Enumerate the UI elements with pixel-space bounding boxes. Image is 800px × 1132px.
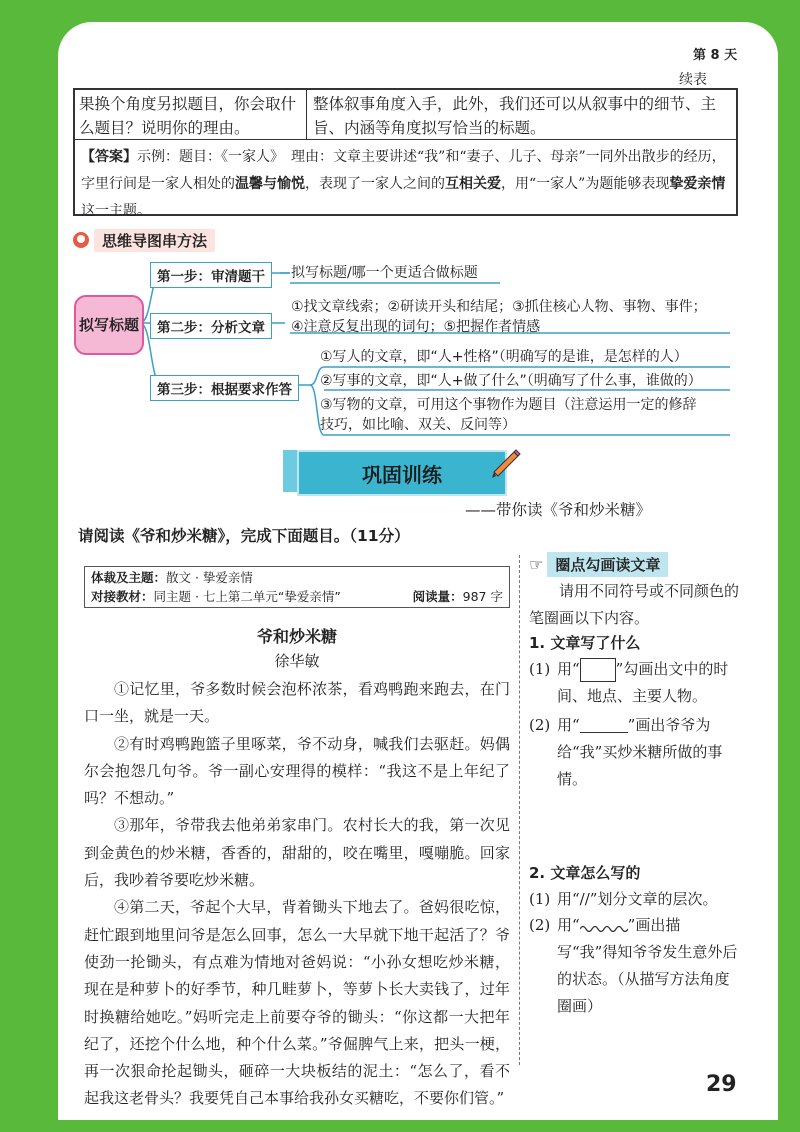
banner-decoration (283, 450, 297, 492)
column-divider (519, 555, 520, 1065)
q1-title: 1. 文章写了什么 (529, 634, 641, 652)
reading-subtitle: ——带你读《爷和炒米糖》 (465, 501, 652, 519)
q1-item-2-num: (2) (529, 716, 551, 734)
word-count-label: 阅读量： (412, 589, 463, 604)
paragraph-1: ①记忆里，爷多数时候会泡杯浓茶，看鸡鸭跑来跑去，在门口一坐，就是一天。 (84, 680, 510, 726)
q1-item-2 (529, 712, 739, 793)
answer-text-4: 这一主题。 (81, 203, 151, 219)
answer-tag: 【答案】 (81, 149, 137, 165)
textbook-value: 同主题 · 七上第二单元“挚爱亲情” (153, 589, 341, 604)
paragraph-2: ②有时鸡鸭跑篮子里啄菜，爷不动身，喊我们去驱赶。妈偶尔会抱怨几句爷。爷一副心安理得的模样：“我这不是上年纪了吗？不想动。” (84, 734, 510, 808)
info-box (84, 566, 510, 608)
article-body (84, 676, 510, 1113)
day-label: 第 8 天 (693, 48, 738, 63)
article-title: 爷和炒米糖 (256, 627, 337, 646)
tip-cell: 整体叙事角度入手，此外，我们还可以从叙事中的细节、主旨、内涵等角度拟写恰当的标题。 (307, 90, 736, 140)
answer-keyword-1: 温馨与愉悦 (235, 176, 305, 192)
genre-row (91, 568, 503, 587)
pointing-hand-icon: ☞ (529, 555, 544, 574)
word-count-value: 987 字 (462, 589, 503, 604)
mindmap-header (73, 229, 215, 251)
page-number: 29 (706, 1072, 737, 1097)
q2-item-1-num: (1) (529, 890, 551, 908)
mindmap-center: 拟写标题 (74, 295, 144, 355)
question-cell: 果换个角度另拟题目，你会取什么题目？说明你的理由。 (75, 90, 307, 140)
answer-keyword-3: 挚爱亲情 (669, 176, 726, 192)
reading-prompt: 请阅读《爷和炒米糖》，完成下面题目。（11分） (78, 527, 410, 545)
step-3-line-1: ①写人的文章，即“人+性格”（明确写的是谁，是怎样的人） (320, 349, 688, 365)
sidebar-title: 圈点勾画读文章 (547, 552, 668, 577)
step-2-line-2: ④注意反复出现的词句；⑤把握作者情感 (291, 319, 541, 335)
sidebar-intro: 请用不同符号或不同颜色的笔圈画以下内容。 (529, 582, 740, 627)
answer-text-1: 示例：题目：《一家人》 理由：文章主要讲述“我”和“妻子、儿子、母亲”一同外出散步的经历，字里行间是一家人相处的 (81, 149, 726, 192)
wavy-line-symbol (580, 920, 628, 932)
article-author: 徐华敏 (274, 652, 320, 670)
q2-item-2-pre: 用“ (557, 916, 580, 934)
box-symbol (580, 658, 616, 682)
q1-item-1 (529, 656, 739, 710)
q2-item-1 (529, 886, 739, 913)
step-1-text: 拟写标题/哪一个更适合做标题 (291, 265, 478, 281)
step-2-line-1: ①找文章线索；②研读开头和结尾；③抓住核心人物、事物、事件； (291, 299, 707, 315)
underline-symbol (580, 720, 628, 733)
q2-item-1-text: 用“//”划分文章的层次。 (557, 890, 718, 908)
question-table (73, 88, 738, 219)
q1-item-2-pre: 用“ (557, 716, 580, 734)
step-2-label: 第二步：分析文章 (150, 313, 272, 339)
q2-item-2 (529, 912, 739, 1020)
answer-block (75, 140, 736, 229)
q2-item-2-post: ”画出描写“我”得知爷爷发生意外后的状态。（从描写方法角度圈画） (557, 916, 738, 1015)
textbook-label: 对接教材： (91, 589, 154, 604)
q1-item-1-num: (1) (529, 660, 551, 678)
pencil-icon (488, 446, 522, 480)
step-3-label: 第三步：根据要求作答 (150, 375, 299, 401)
paragraph-3: ③那年，爷带我去他弟弟家串门。农村长大的我，第一次见到金黄色的炒米糖，香香的，甜甜的，咬在嘴里，嘎嘣脆。回家后，我吵着爷要吃炒米糖。 (84, 816, 510, 890)
answer-text-3: ，用“一家人”为题能够表现 (501, 176, 670, 192)
step-3-line-3: ③写物的文章，可用这个事物作为题目（注意运用一定的修辞 (320, 397, 697, 413)
practice-banner: 巩固训练 (297, 450, 507, 496)
q2-title: 2. 文章怎么写的 (529, 864, 641, 882)
continued-label: 续表 (679, 72, 707, 88)
step-3-line-2: ②写事的文章，即“人+做了什么”（明确写了什么事，谁做的） (320, 373, 702, 389)
answer-keyword-2: 互相关爱 (445, 176, 501, 192)
textbook-row (91, 587, 503, 606)
answer-text-2: ，表现了一家人之间的 (305, 176, 445, 192)
q2-item-2-num: (2) (529, 916, 551, 934)
q1-item-2-post: ”画出爷爷为给“我”买炒米糖所做的事情。 (557, 716, 723, 788)
q1-item-1-post: ”勾画出文中的时间、地点、主要人物。 (557, 660, 729, 705)
genre-value: 散文 · 挚爱亲情 (166, 570, 253, 585)
paragraph-4: ④第二天，爷起个大早，背着锄头下地去了。爸妈很吃惊，赶忙跟到地里问爷是怎么回事，怎么一大早就下地干起活了？爷使劲一抡锄头，有点难为情地对爸妈说：“小孙女想吃炒米糖，现在是种萝卜的好季节，种几畦萝卜，等萝卜长大卖钱了，过年时换糖给她吃。”妈听完走上前要夺爷的锄头：“你这都一大把年纪了，还挖个什么地，种个什么菜。”爷倔脾气上来，把头一梗，再一次狠命抡起锄头，砸碎一大块板结的泥土：“怎么了，看不起我这老骨头？我要凭自己本事给我孙女买糖吃，不要你们管。” (84, 898, 510, 1108)
step-1-label: 第一步：审清题干 (150, 262, 272, 288)
q1-item-1-pre: 用“ (557, 660, 580, 678)
sidebar-header (529, 552, 668, 577)
mindmap-title: 思维导图串方法 (94, 229, 215, 252)
step-3-line-4: 技巧，如比喻、双关、反问等） (320, 417, 516, 433)
genre-label: 体裁及主题： (91, 570, 167, 585)
person-icon (73, 232, 89, 248)
